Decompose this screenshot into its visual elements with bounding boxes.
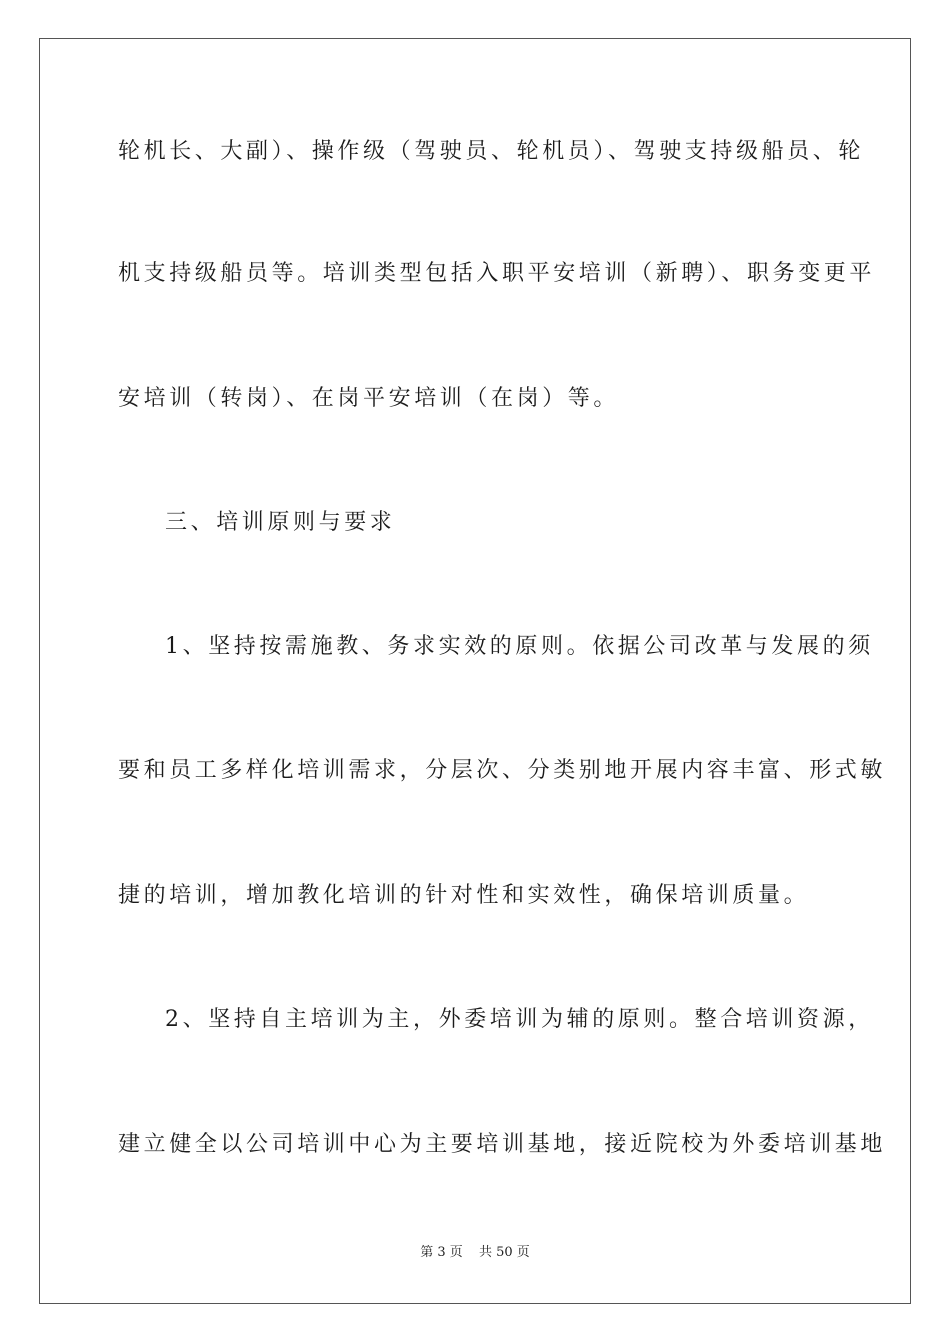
section-heading: 三、培训原则与要求: [165, 510, 396, 535]
body-line-8: 2、坚持自主培训为主，外委培训为辅的原则。整合培训资源，: [165, 1007, 874, 1032]
body-line-1: 轮机长、大副）、操作级（驾驶员、轮机员）、驾驶支持级船员、轮: [118, 139, 865, 164]
body-line-9: 建立健全以公司培训中心为主要培训基地，接近院校为外委培训基地: [118, 1132, 887, 1157]
page-total: 共 50 页: [478, 1245, 530, 1260]
body-line-3: 安培训（转岗）、在岗平安培训（在岗）等。: [118, 386, 620, 411]
body-line-6: 要和员工多样化培训需求，分层次、分类别地开展内容丰富、形式敏: [118, 758, 887, 783]
body-line-7: 捷的培训，增加教化培训的针对性和实效性，确保培训质量。: [118, 883, 810, 908]
page-footer: [0, 1244, 950, 1262]
page-border: [39, 38, 911, 1304]
body-line-5: 1、坚持按需施教、务求实效的原则。依据公司改革与发展的须: [165, 634, 874, 659]
body-line-2: 机支持级船员等。培训类型包括入职平安培训（新聘）、职务变更平: [118, 261, 876, 286]
page-number: 第 3 页: [420, 1245, 463, 1260]
